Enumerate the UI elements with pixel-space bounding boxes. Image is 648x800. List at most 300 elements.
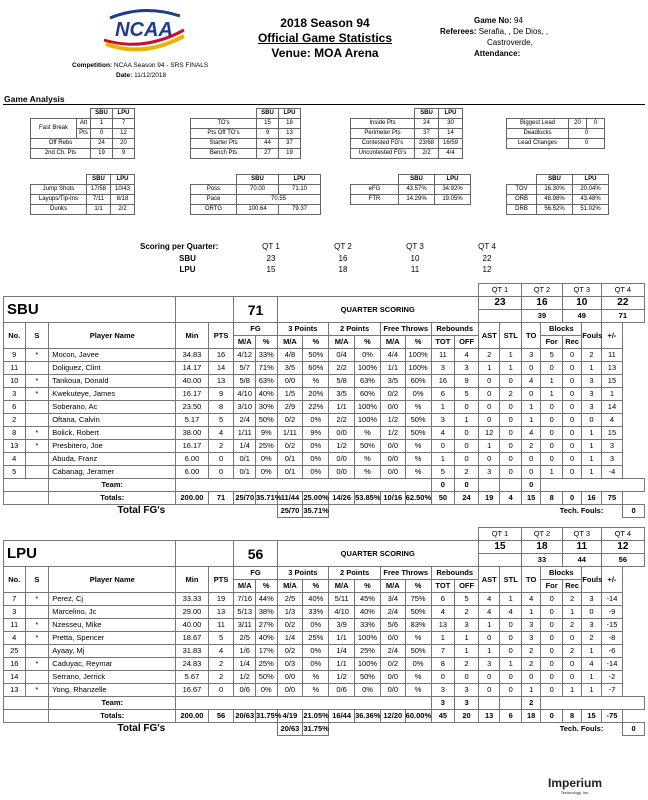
competition-value: NCAA Season 94 - SRS FINALS — [113, 62, 209, 69]
stat-cell: 6 — [431, 388, 455, 401]
stat-cell: 3 — [582, 619, 601, 632]
col-pts: PTS — [208, 323, 234, 349]
player-name: Kwekuteye, James — [49, 388, 176, 401]
stat-cell: 8 — [4, 427, 26, 440]
player-row — [4, 593, 645, 606]
stat-cell: 7/16 — [234, 593, 256, 606]
stat-cell: 3/11 — [234, 619, 256, 632]
stat-cell: 3 — [431, 414, 455, 427]
col-ast: AST — [478, 567, 500, 593]
stat-cell — [25, 401, 49, 414]
stat-cell: * — [25, 632, 49, 645]
blank — [176, 479, 431, 492]
scoring-per-quarter — [140, 241, 530, 276]
col-no: No. — [4, 323, 26, 349]
team-reb: 3 — [431, 697, 455, 710]
stat-cell: 3/9 — [329, 619, 355, 632]
stat-cell: 5/8 — [234, 375, 256, 388]
stat-total: 15 — [582, 710, 601, 723]
stat-total: 25/70 — [234, 492, 256, 505]
stat-cell: 0/0 — [380, 466, 405, 479]
col-rec: Rec — [562, 580, 581, 593]
stat-cell: 2 — [582, 349, 601, 362]
stat-cell: 1/11 — [234, 427, 256, 440]
stat-cell: 0/2 — [277, 619, 303, 632]
stat-cell: 17% — [256, 645, 278, 658]
qt-score: 12 — [601, 541, 644, 554]
stat-cell: 3 — [478, 658, 500, 671]
stat-cell: 4 — [208, 645, 234, 658]
stat-cell: 50% — [303, 349, 329, 362]
stat-cell: % — [405, 440, 431, 453]
player-name: Pretta, Spencer — [49, 632, 176, 645]
stat-total: 6 — [500, 710, 522, 723]
stat-cell: 4 — [4, 453, 26, 466]
stat-cell: 0 — [541, 414, 563, 427]
stat-cell: 0/0 — [277, 375, 303, 388]
col-3pt: 3 Points — [277, 323, 329, 336]
pace-table: SBU LPU Poss 70.00 71.10 Pace 70.55 ORTG 100.64 79.37 — [190, 174, 321, 215]
stat-cell: 40% — [303, 593, 329, 606]
stat-cell — [25, 606, 49, 619]
venue-label: Venue: — [271, 46, 311, 60]
stat-cell: % — [303, 375, 329, 388]
stat-cell: * — [25, 619, 49, 632]
stat-cell — [25, 466, 49, 479]
stat-cell: % — [405, 671, 431, 684]
stat-cell: 9 — [4, 349, 26, 362]
stat-cell: 0 — [541, 671, 563, 684]
cum-score: 33 — [522, 554, 563, 567]
stat-cell: 0 — [582, 414, 601, 427]
total-fg-ma: 25/70 — [277, 505, 303, 518]
stat-cell: 0% — [355, 349, 381, 362]
col-pm: +/- — [601, 567, 623, 593]
stat-cell: 0/4 — [329, 349, 355, 362]
stat-cell: 1 — [500, 362, 522, 375]
stat-cell: 50% — [405, 414, 431, 427]
stat-cell: 9% — [303, 427, 329, 440]
stat-cell: 0/0 — [380, 684, 405, 697]
player-name: Tankoua, Donald — [49, 375, 176, 388]
col-3pt: 3 Points — [277, 567, 329, 580]
stat-cell: 1/1 — [329, 401, 355, 414]
player-row — [4, 645, 645, 658]
spq-qt4: QT 4 — [478, 242, 496, 251]
competition-label: Competition: — [72, 62, 113, 69]
stat-cell: 0% — [256, 684, 278, 697]
stat-cell: 0 — [208, 466, 234, 479]
stat-cell: 6.00 — [176, 453, 208, 466]
stat-cell: 0% — [303, 645, 329, 658]
stat-cell: % — [405, 632, 431, 645]
stat-cell: 0 — [455, 671, 479, 684]
tech-fouls-label: Tech. Fouls: — [559, 724, 604, 734]
blank — [478, 479, 500, 492]
quarter-scoring-label: QUARTER SCORING — [277, 541, 478, 567]
stat-cell: 3 — [582, 375, 601, 388]
lead-table: Biggest Lead 20 0 Deadlocks 0 Lead Changes 0 — [506, 118, 605, 149]
spq-team-sbu: SBU — [179, 253, 196, 263]
player-name: Marcelino, Jc — [49, 606, 176, 619]
stat-cell: 4 — [4, 632, 26, 645]
stat-cell: 11 — [4, 362, 26, 375]
stat-cell: 4/12 — [234, 349, 256, 362]
stat-cell: 1 — [582, 453, 601, 466]
stat-cell: 40% — [256, 388, 278, 401]
col-pct: % — [405, 336, 431, 349]
stat-cell: 1 — [522, 401, 541, 414]
player-row — [4, 414, 645, 427]
stat-cell: 14 — [601, 401, 623, 414]
stat-cell: 4 — [522, 427, 541, 440]
stat-cell: 4/10 — [329, 606, 355, 619]
stat-cell: 11 — [601, 349, 623, 362]
stat-cell: 11 — [208, 619, 234, 632]
stat-cell: 0 — [562, 388, 581, 401]
stat-cell: 0% — [303, 466, 329, 479]
stat-cell: 3 — [522, 619, 541, 632]
stat-cell: 31.83 — [176, 645, 208, 658]
stat-cell: 0 — [522, 671, 541, 684]
stat-cell: 1 — [541, 375, 563, 388]
col-player: Player Name — [49, 323, 176, 349]
stat-cell: 2 — [522, 440, 541, 453]
stat-cell: 4 — [522, 593, 541, 606]
stat-cell: 38% — [256, 606, 278, 619]
stat-cell: * — [25, 349, 49, 362]
stat-cell: 11 — [4, 619, 26, 632]
stat-cell: 0% — [355, 684, 381, 697]
player-row — [4, 427, 645, 440]
stat-cell: 0/0 — [329, 466, 355, 479]
total-fg-pct: 35.71% — [303, 505, 329, 518]
spq-qt3: QT 3 — [406, 242, 424, 251]
stat-cell: 33.33 — [176, 593, 208, 606]
stat-cell: 5/13 — [234, 606, 256, 619]
stat-cell: 5 — [541, 349, 563, 362]
stat-cell: 5/11 — [329, 593, 355, 606]
team-label: Team: — [49, 479, 176, 492]
qt-label: QT 2 — [522, 528, 563, 541]
stat-total: 0 — [541, 710, 563, 723]
col-ft: Free Throws — [380, 567, 431, 580]
stat-cell: 1 — [431, 632, 455, 645]
stat-cell: 4 — [500, 606, 522, 619]
stat-total: 11/44 — [277, 492, 303, 505]
team-row — [4, 697, 645, 710]
stat-cell: 0 — [541, 427, 563, 440]
stat-cell: 16.17 — [176, 440, 208, 453]
stat-cell: -6 — [601, 645, 623, 658]
stat-total: 71 — [208, 492, 234, 505]
stat-cell: 4 — [431, 427, 455, 440]
shot-type-table: SBU LPU Jump Shots 17/58 10/43 Layups/Tip-Ins 7/11 8/18 Dunks 1/1 2/2 — [30, 174, 135, 215]
stat-cell: 0 — [500, 375, 522, 388]
col-ma: M/A — [380, 580, 405, 593]
stat-cell: 23.50 — [176, 401, 208, 414]
stat-cell: 16.17 — [176, 388, 208, 401]
stat-cell: 0 — [455, 453, 479, 466]
stat-cell: 4 — [582, 658, 601, 671]
spq-value: 12 — [482, 265, 492, 274]
player-row — [4, 453, 645, 466]
stat-cell: 3 — [4, 606, 26, 619]
stat-cell: 0/2 — [277, 414, 303, 427]
blank — [4, 528, 479, 541]
player-name: Oftana, Calvin — [49, 414, 176, 427]
stat-cell: 3 — [601, 440, 623, 453]
col-fouls: Fouls — [582, 567, 601, 593]
stat-cell: 0% — [303, 414, 329, 427]
stat-cell: 1/2 — [380, 427, 405, 440]
stat-cell: 1/6 — [234, 645, 256, 658]
blank — [478, 697, 500, 710]
stat-cell: 1 — [455, 645, 479, 658]
stat-cell: 0 — [562, 401, 581, 414]
stat-cell: 5 — [455, 593, 479, 606]
stat-total: 4/19 — [277, 710, 303, 723]
stat-cell: 30% — [256, 401, 278, 414]
stat-cell: 1 — [431, 453, 455, 466]
stat-cell: 0 — [431, 671, 455, 684]
stat-cell: 1 — [582, 440, 601, 453]
stat-cell: 9% — [256, 427, 278, 440]
stat-cell: 25% — [256, 440, 278, 453]
team-off: 0 — [455, 479, 479, 492]
stat-cell: % — [303, 671, 329, 684]
stat-cell: 11 — [431, 349, 455, 362]
stat-cell: 1 — [541, 388, 563, 401]
col-pct: % — [405, 580, 431, 593]
box-table — [3, 283, 645, 518]
team-reb: 0 — [431, 479, 455, 492]
stat-cell: 1 — [582, 645, 601, 658]
stat-cell: 0% — [405, 388, 431, 401]
stat-cell: 3 — [582, 388, 601, 401]
stat-cell: 0 — [541, 401, 563, 414]
stat-cell: 0 — [582, 606, 601, 619]
stat-cell: 16 — [431, 375, 455, 388]
ncaa-logo — [100, 6, 188, 56]
qt-label: QT 4 — [601, 528, 644, 541]
stat-cell: -9 — [601, 606, 623, 619]
player-row — [4, 684, 645, 697]
four-factors-table: SBU LPU TOV 16.30% 20.04% ORB 48.98% 43.48% DRB 56.52% 51.02% — [506, 174, 609, 215]
stat-total: 200.00 — [176, 492, 208, 505]
col-2pt: 2 Points — [329, 567, 381, 580]
stat-cell: 4 — [478, 593, 500, 606]
stat-cell: 50% — [256, 671, 278, 684]
stat-cell: 0 — [562, 632, 581, 645]
stat-cell — [25, 414, 49, 427]
stat-cell: 1/4 — [234, 658, 256, 671]
stat-cell: 0 — [500, 401, 522, 414]
stat-total: 8 — [562, 710, 581, 723]
col-ma: M/A — [329, 580, 355, 593]
stat-cell: 13 — [4, 440, 26, 453]
stat-cell: 0/0 — [277, 684, 303, 697]
col-fg: FG — [234, 567, 277, 580]
blank — [541, 697, 645, 710]
stat-cell: 38.00 — [176, 427, 208, 440]
stat-cell: 24.83 — [176, 658, 208, 671]
stat-cell: 0 — [541, 684, 563, 697]
stat-cell: 25 — [4, 645, 26, 658]
stat-total: 25.00% — [303, 492, 329, 505]
stat-cell: 2 — [562, 593, 581, 606]
stat-cell: 2 — [562, 619, 581, 632]
stat-total: 10/16 — [380, 492, 405, 505]
spq-value: 15 — [266, 265, 276, 274]
player-row — [4, 362, 645, 375]
stat-cell: 1 — [582, 427, 601, 440]
stat-cell: 2 — [208, 671, 234, 684]
stat-cell: 1 — [455, 414, 479, 427]
stat-cell: -7 — [601, 684, 623, 697]
stat-cell: 1/2 — [329, 671, 355, 684]
col-ma: M/A — [234, 336, 256, 349]
stat-cell: 2/5 — [277, 593, 303, 606]
blank — [541, 479, 645, 492]
stat-cell: 0% — [303, 658, 329, 671]
stat-cell: 2 — [455, 466, 479, 479]
stat-cell: 3 — [455, 684, 479, 697]
stat-cell — [25, 671, 49, 684]
stat-total: 75 — [601, 492, 623, 505]
stat-cell: 0 — [500, 440, 522, 453]
stat-cell: 5.67 — [176, 671, 208, 684]
stat-cell: 0 — [455, 401, 479, 414]
tech-fouls-label: Tech. Fouls: — [559, 506, 604, 516]
stat-cell: 2 — [478, 349, 500, 362]
stat-cell: 1 — [562, 684, 581, 697]
stat-cell: -4 — [601, 466, 623, 479]
team-row — [4, 479, 645, 492]
col-player: Player Name — [49, 567, 176, 593]
stat-cell: 0% — [256, 466, 278, 479]
player-name: Presbitero, Joe — [49, 440, 176, 453]
stat-cell: 0/2 — [277, 440, 303, 453]
col-pct: % — [303, 336, 329, 349]
col-s: S — [25, 567, 49, 593]
stat-cell: 0 — [500, 684, 522, 697]
stat-cell: 3 — [431, 684, 455, 697]
blank — [234, 505, 277, 518]
stat-cell: 0/0 — [380, 632, 405, 645]
stat-cell: 0/3 — [277, 658, 303, 671]
stat-cell: 100% — [355, 362, 381, 375]
stat-cell: * — [25, 388, 49, 401]
stat-cell: 2/2 — [329, 414, 355, 427]
qt-score: 18 — [522, 541, 563, 554]
player-row — [4, 401, 645, 414]
blank — [329, 505, 541, 518]
stat-cell: 0% — [256, 453, 278, 466]
stat-cell: 2 — [455, 658, 479, 671]
stat-cell: 4/4 — [380, 349, 405, 362]
venue-value: MOA Arena — [314, 46, 379, 60]
stat-cell: 14.17 — [176, 362, 208, 375]
stat-cell: 3 — [522, 632, 541, 645]
stat-cell: 1 — [582, 466, 601, 479]
stat-cell: 0 — [478, 375, 500, 388]
stat-cell: 4/10 — [234, 388, 256, 401]
referees-value-2: Castroverde, — [487, 38, 533, 47]
stat-cell: 100% — [405, 349, 431, 362]
stat-cell: 4 — [455, 349, 479, 362]
col-off: OFF — [455, 580, 479, 593]
qt-label: QT 1 — [478, 284, 521, 297]
total-fg-row — [4, 723, 645, 736]
totals-label: Totals: — [49, 710, 176, 723]
stat-cell: 4 — [478, 606, 500, 619]
stat-cell: 5.17 — [176, 414, 208, 427]
stat-cell: 0 — [562, 440, 581, 453]
stat-total: 20 — [455, 710, 479, 723]
spq-team-lpu: LPU — [179, 265, 196, 274]
stat-cell: 10 — [4, 375, 26, 388]
stat-cell: 0 — [541, 619, 563, 632]
stat-total: 53.85% — [355, 492, 381, 505]
stat-cell: 0 — [541, 453, 563, 466]
stat-cell: 83% — [405, 619, 431, 632]
stat-cell: 100% — [355, 414, 381, 427]
col-ast: AST — [478, 323, 500, 349]
stat-cell: * — [25, 658, 49, 671]
stat-cell: 0/0 — [277, 671, 303, 684]
col-2pt: 2 Points — [329, 323, 381, 336]
player-name: Serrano, Jerrick — [49, 671, 176, 684]
stat-cell: 0 — [478, 671, 500, 684]
col-no: No. — [4, 567, 26, 593]
team-to: 0 — [522, 479, 541, 492]
stat-cell: 44% — [256, 593, 278, 606]
cum-score: 71 — [601, 310, 644, 323]
stat-cell: 1 — [541, 466, 563, 479]
stat-cell: 34.83 — [176, 349, 208, 362]
stat-cell: 0 — [455, 427, 479, 440]
col-s: S — [25, 323, 49, 349]
qt-score: 15 — [478, 541, 521, 554]
blank — [4, 479, 49, 492]
stat-cell: 1 — [582, 684, 601, 697]
stat-cell: 1/3 — [277, 606, 303, 619]
stat-cell: 8 — [208, 401, 234, 414]
stat-cell: 2 — [4, 414, 26, 427]
stat-cell — [25, 362, 49, 375]
stat-cell: * — [25, 427, 49, 440]
stat-cell: 0 — [500, 619, 522, 632]
stat-cell: 63% — [355, 375, 381, 388]
stat-cell: 13 — [601, 362, 623, 375]
stat-cell: 6 — [4, 401, 26, 414]
qt-label: QT 3 — [562, 528, 601, 541]
col-for: For — [541, 336, 563, 349]
stat-cell: 0/1 — [234, 453, 256, 466]
stat-cell: % — [405, 466, 431, 479]
col-pts: PTS — [208, 567, 234, 593]
stat-cell: * — [25, 375, 49, 388]
stat-cell: 1 — [582, 671, 601, 684]
stat-cell: 0 — [562, 375, 581, 388]
stat-cell: 3/5 — [277, 362, 303, 375]
stat-cell: 0 — [562, 414, 581, 427]
qt-score: 23 — [478, 297, 521, 310]
stat-total: 21.05% — [303, 710, 329, 723]
stat-cell: 14 — [4, 671, 26, 684]
col-ma: M/A — [277, 580, 303, 593]
